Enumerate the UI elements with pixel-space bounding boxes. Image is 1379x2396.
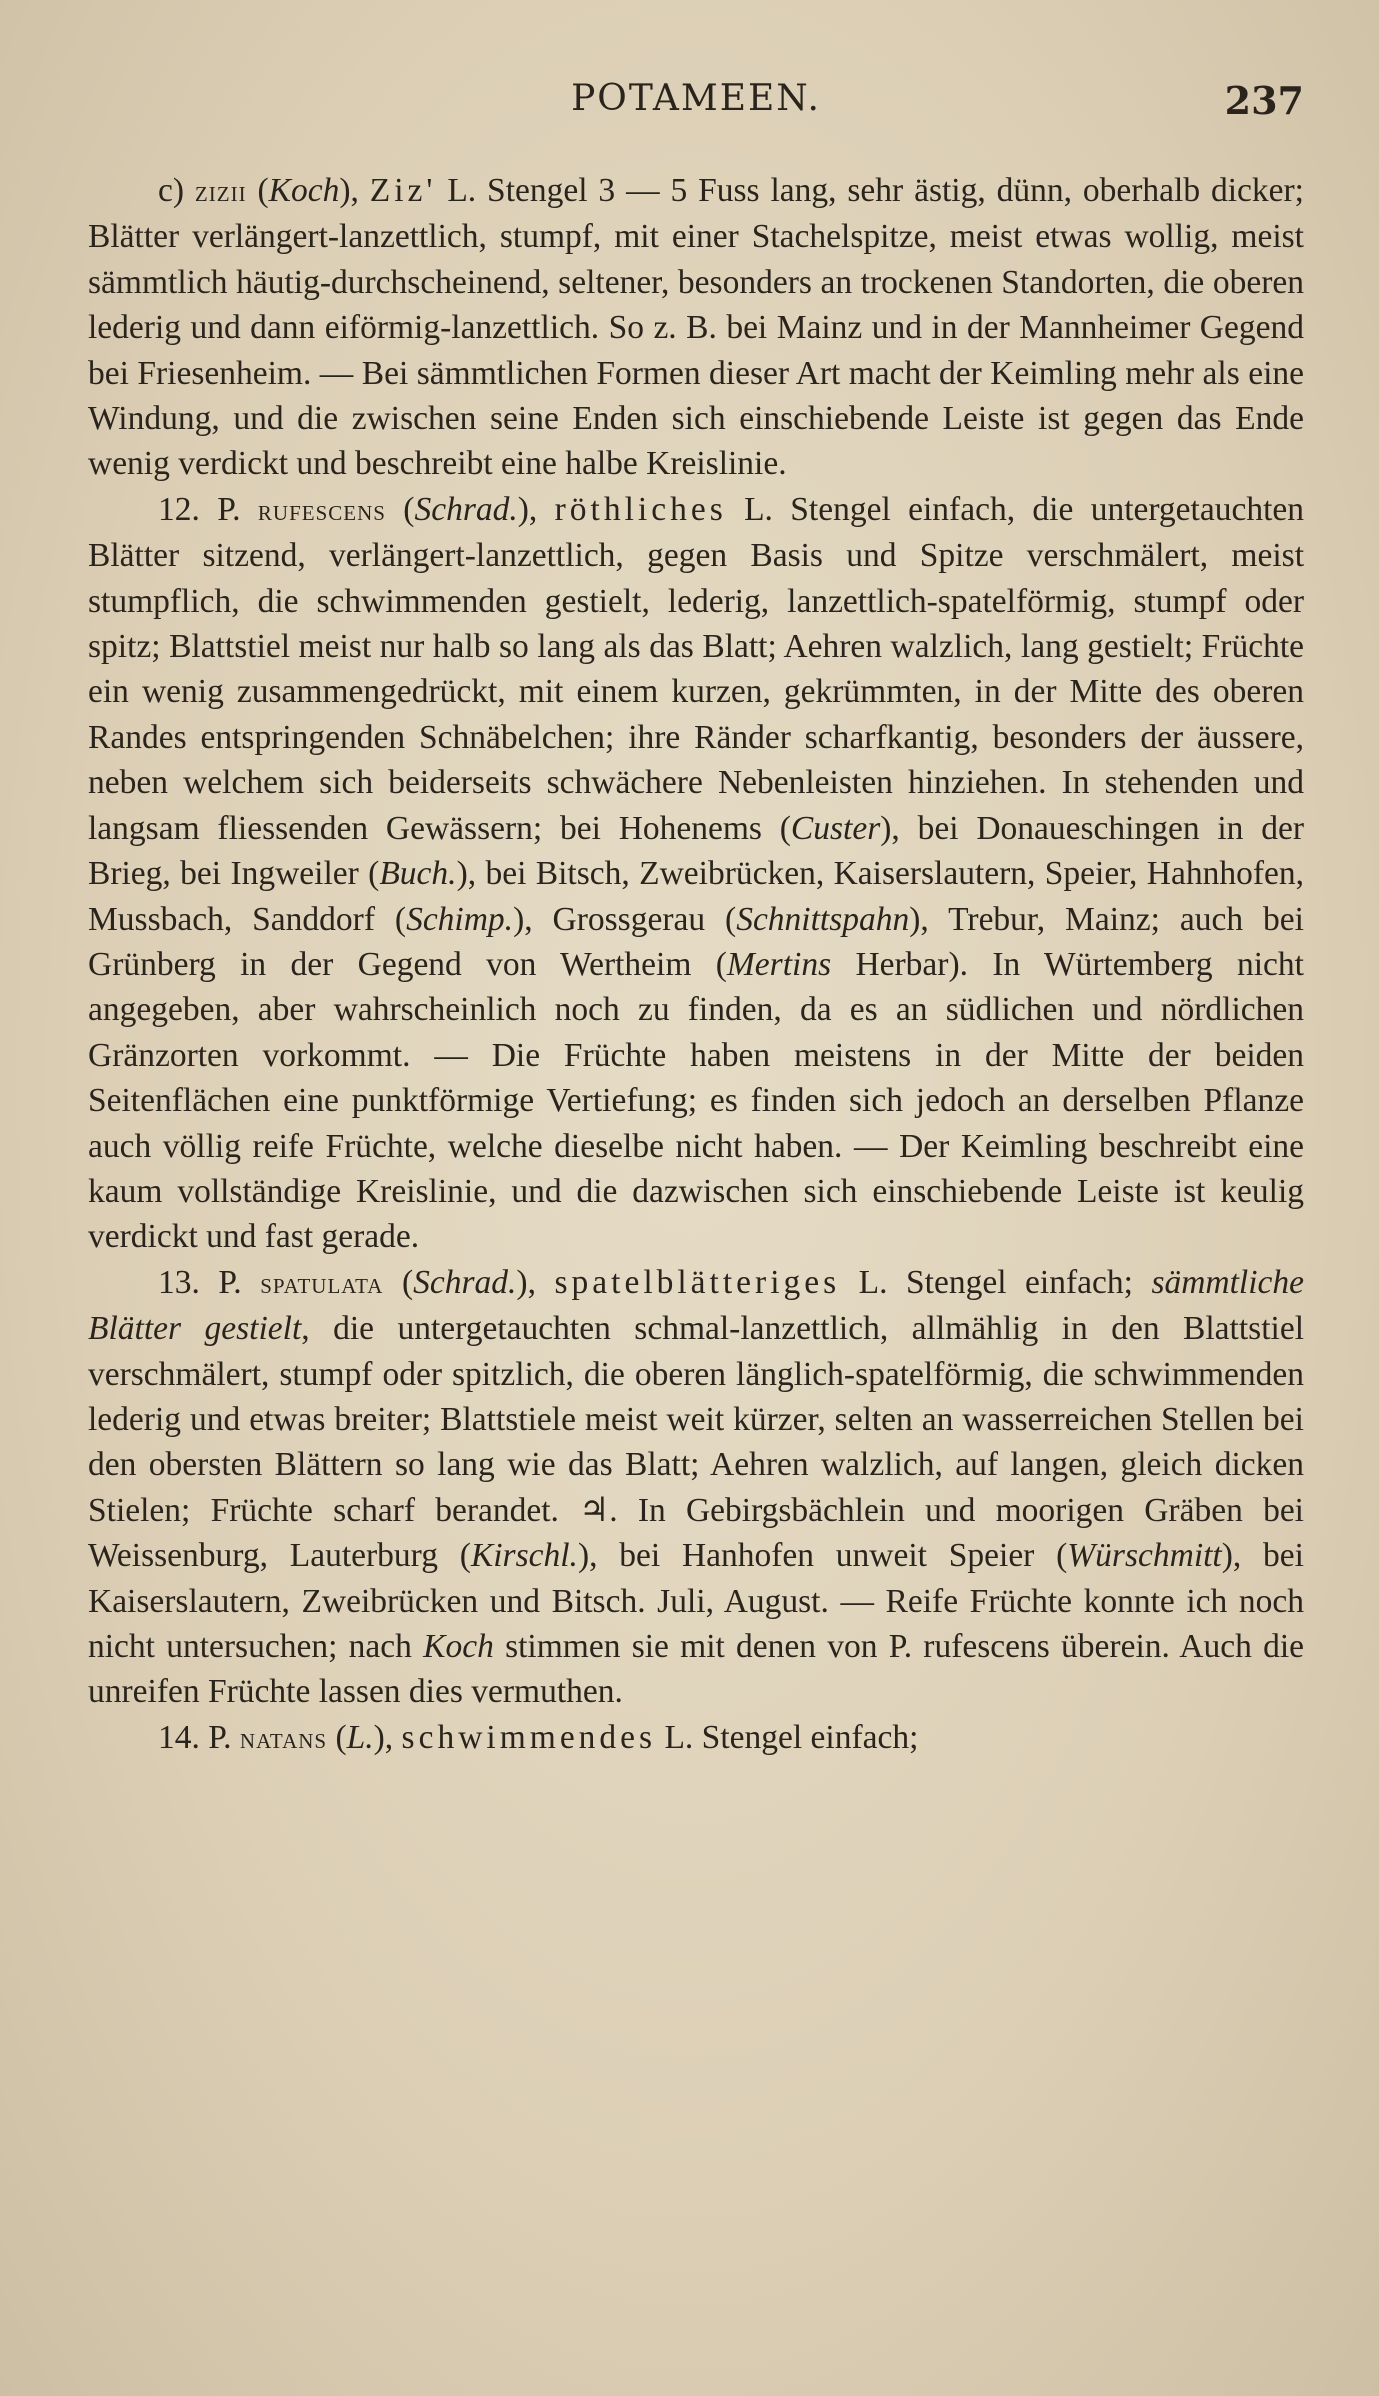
text-run: L. Stengel einfach;: [840, 1263, 1152, 1301]
common-name: Ziz': [369, 172, 437, 209]
text-run: ), bei Donaueschingen in der Brieg, bei Ingweiler (: [88, 809, 1304, 893]
italic-run: Kirschl.: [470, 1537, 578, 1575]
text-run: L. Stengel 3 — 5 Fuss lang, sehr ästig, dünn, oberhalb dicker; Blätter verlängert-lanzettlich, stumpf, mit einer Stachelspitze, meist etwas wollig, meist sämmtlich häutig-durchscheinend, seltener, besonders an trockenen Standorten, die oberen lederig und dann eiförmig-lanzettlich. So z. B. bei Mainz und in der Mannheimer Gegend bei Friesenheim. — Bei sämmtlichen Formen dieser Art macht der Keimling mehr als eine Windung, und die zwischen seine Enden sich einschiebende Leiste ist gegen das Ende wenig verdickt und beschreibt eine halbe Kreislinie.: [88, 172, 1304, 483]
text-run: ),: [339, 172, 370, 209]
italic-run: Mertins: [726, 945, 832, 983]
italic-run: Schrad.: [413, 1263, 517, 1301]
text-run: ), Trebur, Mainz; auch bei Grünberg in der Gegend von Wertheim (: [88, 900, 1304, 983]
text-run: ),: [373, 1718, 402, 1756]
text-run: (: [327, 1718, 347, 1756]
species-name: rufescens: [257, 493, 386, 527]
italic-run: sämmtliche Blätter gestielt: [88, 1263, 1305, 1348]
paragraph-spatulata: [88, 1260, 1304, 1715]
italic-run: Buch.: [379, 855, 457, 893]
text-run: L. Stengel einfach;: [656, 1718, 919, 1756]
italic-run: Würschmitt: [1067, 1537, 1222, 1575]
text-run: (: [246, 172, 269, 209]
text-run: ), bei Kaiserslautern, Zweibrücken und Bitsch. Juli, August. — Reife Früchte konnte ich noch nicht untersuchen; nach: [88, 1537, 1304, 1665]
text-run: Herbar). In Würtemberg nicht angegeben, aber wahrscheinlich noch zu finden, da es an südlichen und nördlichen Gränzorten vorkommt. — Die Früchte haben meistens in der Mitte der beiden Seitenflächen eine punktförmige Vertiefung; es finden sich jedoch an derselben Pflanze auch völlig reife Früchte, welche dieselbe nicht haben. — Der Keimling beschreibt eine kaum vollständige Kreislinie, und die dazwischen sich einschiebende Leiste ist keulig verdickt und fast gerade.: [88, 945, 1304, 1256]
italic-run: L.: [346, 1718, 374, 1756]
text-run: 12. P.: [158, 490, 258, 528]
text-run: , die untergetauchten schmal-lanzettlich, allmählig in den Blattstiel verschmälert, stumpf oder spitzlich, die oberen länglich-spatelförmig, die schwimmenden lederig und etwas breiter; Blattstiele meist weit kürzer, selten an wasserreichen Stellen bei den obersten Blättern so lang wie das Blatt; Aehren walzlich, auf langen, gleich dicken Stielen; Früchte scharf berandet. ♃. In Gebirgsbächlein und moorigen Gräben bei Weissenburg, Lauterburg (: [88, 1310, 1304, 1575]
species-name: spatulata: [260, 1266, 384, 1300]
italic-run: Schnittspahn: [736, 900, 910, 938]
text-run: (: [385, 490, 415, 528]
common-name: schwimmendes: [401, 1718, 657, 1756]
italic-run: Koch: [268, 172, 340, 209]
text-run: stimmen sie mit denen von P. rufescens überein. Auch die unreifen Früchte lassen dies vermuthen.: [88, 1628, 1304, 1711]
text-run: 13. P.: [158, 1263, 261, 1301]
common-name: spatelblätteriges: [554, 1263, 841, 1301]
text-run: 14. P.: [158, 1718, 240, 1756]
running-head: POTAMEEN.: [571, 78, 821, 119]
text-run: L. Stengel einfach, die untergetauchten Blätter sitzend, verlängert-lanzettlich, gegen Basis und Spitze verschmälert, meist stumpflich, die schwimmenden gestielt, lederig, lanzettlich-spatelförmig, stumpf oder spitz; Blattstiel meist nur halb so lang als das Blatt; Aehren walzlich, lang gestielt; Früchte ein wenig zusammengedrückt, mit einem kurzen, gekrümmten, in der Mitte des oberen Randes entspringenden Schnäbelchen; ihre Ränder scharfkantig, besonders der äussere, neben welchem sich beiderseits schwächere Nebenleisten hinziehen. In stehenden und langsam fliessenden Gewässern; bei Hohenems (: [88, 490, 1305, 847]
page-header: [88, 78, 1304, 128]
text-run: ), bei Bitsch, Zweibrücken, Kaiserslautern, Speier, Hahnhofen, Mussbach, Sanddorf (: [88, 855, 1304, 938]
common-name: röthliches: [554, 490, 727, 528]
text-run: ), bei Hanhofen unweit Speier (: [577, 1537, 1068, 1575]
italic-run: Custer: [790, 809, 881, 847]
paragraph-natans: [88, 1715, 1304, 1761]
text-run: c): [158, 172, 195, 209]
text-run: ),: [517, 490, 555, 528]
italic-run: Schimp.: [406, 900, 514, 938]
text-run: ), Grossgerau (: [513, 900, 737, 938]
paragraph-zizii: [88, 168, 1304, 487]
italic-run: Schrad.: [414, 490, 518, 528]
paragraph-rufescens: [88, 487, 1304, 1260]
text-run: ),: [516, 1263, 555, 1301]
italic-run: Koch: [423, 1628, 494, 1665]
text-run: (: [383, 1263, 414, 1301]
species-name: natans: [239, 1721, 328, 1755]
species-name: zizii: [194, 175, 247, 208]
body-text: [88, 168, 1304, 1761]
page-number: 237: [1224, 78, 1304, 123]
